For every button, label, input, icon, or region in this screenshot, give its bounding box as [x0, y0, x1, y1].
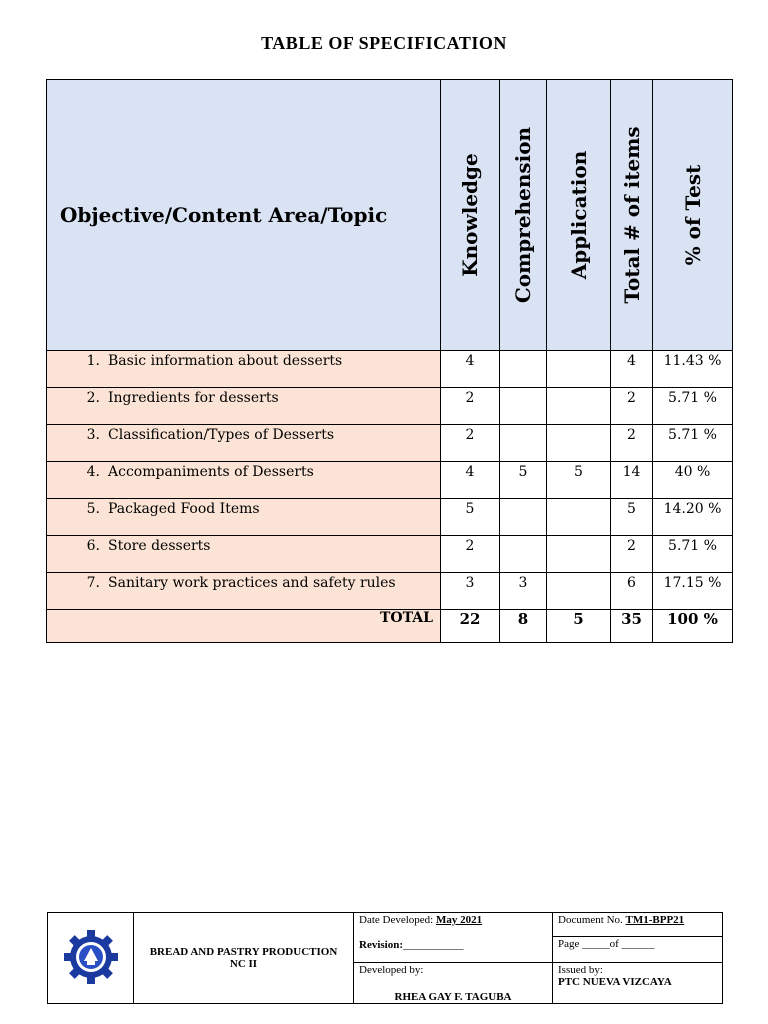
cell-knowledge: 4	[441, 462, 500, 499]
cell-percent: 40 %	[653, 462, 733, 499]
cell-knowledge: 5	[441, 499, 500, 536]
header-row	[47, 80, 733, 351]
cell-comprehension	[500, 425, 547, 462]
cell-comprehension	[500, 536, 547, 573]
cell-total: 4	[611, 351, 653, 388]
cell-total: 2	[611, 536, 653, 573]
total-row	[47, 610, 733, 643]
table-row	[47, 462, 733, 499]
page-title: TABLE OF SPECIFICATION	[261, 33, 507, 53]
header-percent: % of Test	[680, 164, 705, 266]
issuer-name: PTC NUEVA VIZCAYA	[558, 976, 672, 988]
specification-table	[46, 79, 733, 643]
document-number-value: TM1-BPP21	[625, 914, 685, 926]
row-topic: Accompaniments of Desserts	[108, 464, 314, 480]
row-topic: Classification/Types of Desserts	[108, 427, 335, 443]
cell-percent: 5.71 %	[653, 425, 733, 462]
cell-total: 6	[611, 573, 653, 610]
table-row	[47, 573, 733, 610]
date-label: Date Developed:	[359, 914, 434, 926]
row-number: 1.	[86, 353, 100, 369]
header-total-items: Total # of items	[619, 126, 644, 304]
cell-application	[547, 351, 611, 388]
header-topic: Objective/Content Area/Topic	[47, 80, 441, 351]
row-number: 6.	[86, 538, 100, 554]
row-topic: Sanitary work practices and safety rules	[108, 575, 396, 591]
cell-application	[547, 536, 611, 573]
cell-comprehension	[500, 351, 547, 388]
total-label: TOTAL	[47, 610, 441, 643]
cell-knowledge: 2	[441, 425, 500, 462]
cell-total: 2	[611, 425, 653, 462]
cell-application	[547, 388, 611, 425]
total-application: 5	[547, 610, 611, 643]
table-row	[47, 388, 733, 425]
total-items: 35	[611, 610, 653, 643]
table-row	[47, 351, 733, 388]
row-number: 5.	[86, 501, 100, 517]
header-knowledge: Knowledge	[458, 153, 482, 277]
header-application: Application	[566, 150, 591, 280]
document-footer	[47, 912, 723, 1004]
row-number: 7.	[86, 575, 100, 591]
issued-by-label: Issued by:	[558, 964, 603, 976]
total-knowledge: 22	[441, 610, 500, 643]
cell-percent: 14.20 %	[653, 499, 733, 536]
cell-total: 14	[611, 462, 653, 499]
row-topic: Store desserts	[108, 538, 211, 554]
table-row	[47, 536, 733, 573]
organization-cell	[134, 913, 354, 1004]
row-topic: Packaged Food Items	[108, 501, 260, 517]
org-line-2: NC II	[229, 958, 258, 970]
cell-application	[547, 499, 611, 536]
cell-comprehension: 5	[500, 462, 547, 499]
document-number-label: Document No.	[558, 914, 623, 926]
row-number: 4.	[86, 464, 100, 480]
cell-knowledge: 4	[441, 351, 500, 388]
cell-total: 2	[611, 388, 653, 425]
cell-knowledge: 2	[441, 388, 500, 425]
date-value: May 2021	[435, 914, 483, 926]
cell-total: 5	[611, 499, 653, 536]
gear-seal-logo-icon	[62, 977, 120, 989]
cell-knowledge: 2	[441, 536, 500, 573]
revision-label: Revision:	[359, 939, 403, 951]
total-percent: 100 %	[653, 610, 733, 643]
cell-application	[547, 425, 611, 462]
cell-comprehension: 3	[500, 573, 547, 610]
logo-cell	[48, 913, 134, 1004]
header-comprehension: Comprehension	[511, 126, 535, 304]
page-number: Page _____of ______	[553, 937, 723, 963]
cell-comprehension	[500, 388, 547, 425]
row-topic: Basic information about desserts	[108, 353, 343, 369]
org-line-1: BREAD AND PASTRY PRODUCTION	[149, 946, 338, 958]
revision-value: ___________	[403, 939, 464, 951]
row-number: 3.	[86, 427, 100, 443]
row-topic: Ingredients for desserts	[108, 390, 279, 406]
cell-percent: 17.15 %	[653, 573, 733, 610]
cell-application: 5	[547, 462, 611, 499]
developer-name: RHEA GAY F. TAGUBA	[394, 991, 512, 1003]
cell-comprehension	[500, 499, 547, 536]
cell-application	[547, 573, 611, 610]
cell-percent: 5.71 %	[653, 388, 733, 425]
cell-knowledge: 3	[441, 573, 500, 610]
cell-percent: 5.71 %	[653, 536, 733, 573]
row-number: 2.	[86, 390, 100, 406]
total-comprehension: 8	[500, 610, 547, 643]
cell-percent: 11.43 %	[653, 351, 733, 388]
developed-by-label: Developed by:	[359, 964, 424, 976]
table-row	[47, 425, 733, 462]
table-row	[47, 499, 733, 536]
